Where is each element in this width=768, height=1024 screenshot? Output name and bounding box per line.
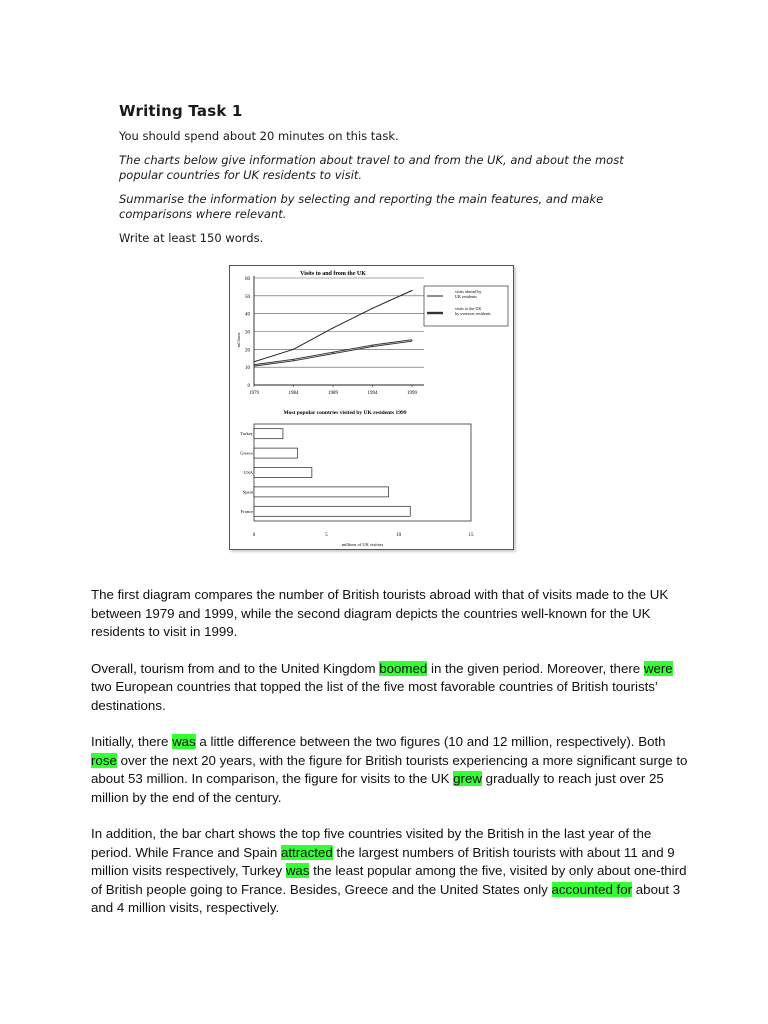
task-title: Writing Task 1 (119, 102, 243, 120)
essay-paragraph-4 (91, 825, 691, 918)
line-chart-y-label: millions (236, 332, 241, 348)
highlighted-word: grew (453, 771, 482, 786)
bar-chart-title: Most popular countries visited by UK residents 1999 (283, 410, 407, 416)
legend-label-visits-abroad: visits abroad by UK residents (455, 289, 482, 299)
task-time: You should spend about 20 minutes on this task. (119, 129, 399, 143)
essay-paragraph-2 (91, 660, 691, 716)
essay-text: the least popular among the five, visited by only about one-third of British people going to France. Besides, Greece and the United States only (91, 863, 687, 897)
essay-paragraph-3 (91, 733, 691, 807)
bar-chart-category-label: Turkey (240, 431, 253, 437)
essay-text: a little difference between the two figures (10 and 12 million, respectively). Both (195, 734, 666, 749)
essay-text: In addition, the bar chart shows the top five countries visited by the British in the last year of the period. While France and Spain (91, 826, 652, 860)
bar-chart-category-label: Spain (242, 489, 253, 495)
series-visits-abroad-point (293, 349, 294, 350)
task-word-count: Write at least 150 words. (119, 231, 264, 245)
charts-svg (230, 266, 513, 549)
series-visits-to-uk-point (332, 352, 333, 353)
task-prompt: The charts below give information about travel to and from the UK, and about the most popular countries for UK residents to visit. (119, 153, 624, 182)
line-chart-y-tick: 10 (245, 366, 250, 372)
bar-chart-x-tick: 5 (325, 533, 328, 538)
legend-label-visits-to-uk: visits to the UK by overseas residents (455, 306, 491, 316)
bar-chart-category-label: USA (243, 470, 253, 475)
line-chart-x-tick: 1979 (249, 391, 259, 396)
bar-chart-x-tick: 10 (396, 533, 402, 538)
task-instruction: Summarise the information by selecting and reporting the main features, and make comparisons where relevant. (119, 192, 604, 221)
line-chart-y-tick: 30 (245, 330, 250, 336)
essay-text: the largest numbers of British tourists with about 11 and 9 million visits respectively, Turkey (91, 844, 675, 878)
highlighted-word: boomed (379, 660, 428, 676)
bar-usa (254, 468, 312, 478)
line-chart-x-tick: 1984 (288, 391, 299, 396)
series-visits-abroad-point (372, 308, 373, 309)
essay-text: in the given period. Moreover, there (427, 660, 644, 676)
essay-text: gradually to reach just over 25 million by the end of the century. (91, 771, 664, 805)
bar-turkey (254, 429, 283, 439)
essay (91, 586, 691, 936)
highlighted-word: attracted (280, 844, 333, 860)
series-visits-to-uk-point (253, 365, 254, 366)
bar-france (254, 506, 410, 516)
bar-chart-category-label: France (240, 508, 253, 514)
essay-text: over the next 20 years, with the figure for British tourists experiencing a more significant surge to about 53 million. In comparison, the figure for visits to the UK (91, 752, 688, 786)
highlighted-word: were (643, 660, 673, 676)
series-visits-to-uk-point (372, 345, 373, 346)
essay-text: Overall, tourism from and to the United Kingdom (91, 660, 380, 676)
chart-image (229, 265, 514, 550)
line-chart-y-tick: 20 (245, 348, 250, 354)
line-chart-title: Visits to and from the UK (300, 271, 366, 277)
bar-spain (254, 487, 389, 497)
essay-paragraph-1: The first diagram compares the number of British tourists abroad with that of visits made to the UK between 1979 and 1999, while the second diagram depicts the countries well-known for the UK residents to visit in 1999. (91, 587, 669, 639)
bar-chart-x-label: millions of UK visitors (341, 542, 384, 547)
highlighted-word: accounted for (551, 881, 633, 897)
series-visits-to-uk-point (293, 359, 294, 360)
series-visits-abroad-line (254, 290, 412, 361)
highlighted-word: was (172, 734, 196, 749)
highlighted-word: was (285, 863, 310, 878)
series-visits-abroad-point (411, 290, 412, 291)
bar-greece (254, 448, 297, 458)
essay-text: two European countries that topped the list of the five most favorable countries of British tourists’ destinations. (91, 679, 658, 713)
line-chart-y-tick: 50 (245, 294, 250, 300)
series-visits-abroad-point (332, 327, 333, 328)
essay-text: Initially, there (91, 734, 173, 749)
bar-chart-x-tick: 15 (468, 533, 474, 538)
bar-chart-category-label: Greece (240, 450, 253, 456)
line-chart-x-tick: 1994 (367, 391, 378, 396)
line-chart-x-tick: 1999 (407, 391, 417, 396)
line-chart-x-tick: 1989 (328, 391, 338, 396)
writing-task-section (119, 102, 629, 255)
highlighted-word: rose (91, 752, 117, 768)
line-chart-y-tick: 60 (245, 277, 250, 282)
essay-text: about 3 and 4 million visits, respectively. (91, 881, 681, 915)
series-visits-abroad-point (253, 361, 254, 362)
line-chart-y-tick: 0 (247, 384, 250, 389)
line-chart-y-tick: 40 (245, 312, 250, 318)
bar-chart-x-tick: 0 (252, 533, 256, 538)
series-visits-to-uk-point (411, 340, 412, 341)
